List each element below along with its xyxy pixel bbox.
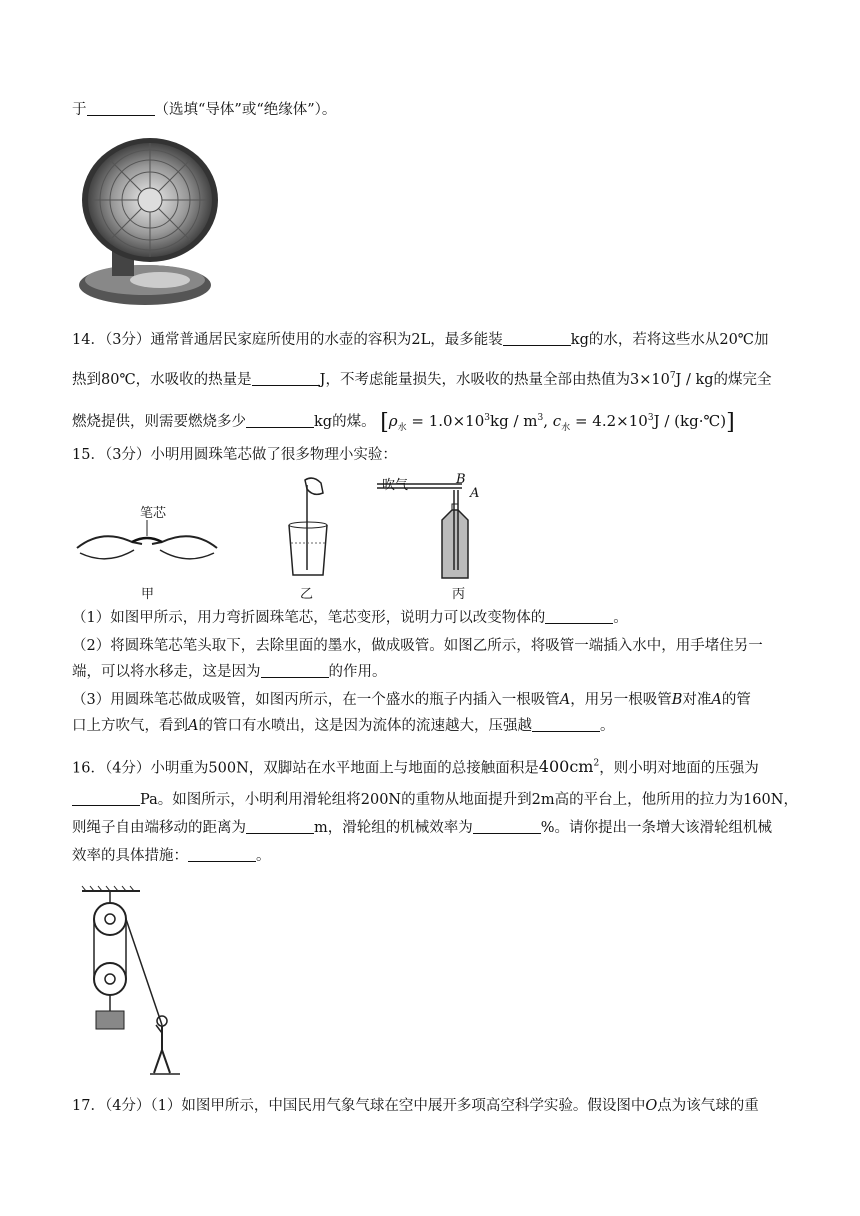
q16-line2: Pa。如图所示，小明利用滑轮组将200N的重物从地面提升到2m高的平台上，他所用的拉力为160N， xyxy=(72,790,798,810)
figure-yi-straw-in-cup xyxy=(283,475,333,580)
heat-value-formula: $3\times 10^7J$ / kg xyxy=(629,371,714,388)
q15-part2-line2: 端，可以将水移走，这是因为 的作用。 xyxy=(72,664,387,680)
q15-part3-line2: 口上方吹气，看到A的管口有水喷出，这是因为流体的流速越大，压强越 。 xyxy=(72,718,615,734)
q13-tail xyxy=(72,100,336,120)
q16-line4: 效率的具体措施： 。 xyxy=(72,848,271,864)
answer-blank[interactable] xyxy=(252,371,320,386)
answer-blank[interactable] xyxy=(87,101,155,116)
q14-line1 xyxy=(72,330,769,350)
q14-text: kg的煤。 xyxy=(314,414,376,430)
q14-text: 热到80℃，水吸收的热量是 xyxy=(72,371,252,388)
given-constants-formula: [$\rho_水 = 1.0\times 10^3kg / m^3$, $c_水 = 4.2\times 10^3J$ / (kg·℃)] xyxy=(380,410,735,435)
q14-text: kg的水，若将这些水从20℃加 xyxy=(570,332,769,348)
caption-jia: 甲 xyxy=(141,587,155,602)
label-refill: 笔芯 xyxy=(140,506,167,521)
answer-blank[interactable] xyxy=(246,413,314,428)
q14-line3 xyxy=(72,408,735,438)
desk-fan-image xyxy=(70,130,220,310)
answer-blank[interactable] xyxy=(473,819,541,834)
q13-text-before: 于 xyxy=(72,102,87,118)
label-blow: 吹气 xyxy=(382,478,409,493)
q14-line2 xyxy=(72,366,772,390)
answer-blank[interactable] xyxy=(72,791,140,806)
q15-intro: 15．（3分）小明用圆珠笔芯做了很多物理小实验： xyxy=(72,447,397,463)
q15-part1: （1）如图甲所示，用力弯折圆珠笔芯，笔芯变形，说明力可以改变物体的 。 xyxy=(72,610,628,626)
answer-blank[interactable] xyxy=(545,609,613,624)
q14-text: 燃烧提供，则需要燃烧多少 xyxy=(72,414,246,430)
area-value: $400cm^2$ xyxy=(538,757,600,777)
q14-text: 的煤完全 xyxy=(713,371,772,388)
q15-part2-line1: （2）将圆珠笔芯笔头取下，去除里面的墨水，做成吸管。如图乙所示，将吸管一端插入水中，用手堵住另一 xyxy=(72,638,763,654)
q13-text-after: （选填“导体”或“绝缘体”）。 xyxy=(154,102,337,118)
caption-yi: 乙 xyxy=(300,587,314,602)
answer-blank[interactable] xyxy=(532,717,600,732)
q14-text: J，不考虑能量损失，水吸收的热量全部由热值为 xyxy=(319,371,630,388)
label-B: B xyxy=(456,472,466,487)
answer-blank[interactable] xyxy=(261,663,329,678)
answer-blank[interactable] xyxy=(188,847,256,862)
q14-text: 14．（3分）通常普通居民家庭所使用的水壶的容积为2L，最多能装 xyxy=(72,332,503,348)
q16-line1: 16．（4分）小明重为500N，双脚站在水平地面上与地面的总接触面积是$400cm^2$，则小明对地面的压强为 xyxy=(72,757,759,777)
answer-blank[interactable] xyxy=(503,331,571,346)
answer-blank[interactable] xyxy=(246,819,314,834)
label-A: A xyxy=(470,486,480,501)
pulley-system-figure xyxy=(80,885,190,1080)
q15-part3-line1: （3）用圆珠笔芯做成吸管，如图丙所示，在一个盛水的瓶子内插入一根吸管A，用另一根吸管B对准A的管 xyxy=(72,692,751,708)
q17-line1: 17．（4分）（1）如图甲所示，中国民用气象气球在空中展开多项高空科学实验。假设图中O点为该气球的重 xyxy=(72,1098,759,1114)
caption-bing: 丙 xyxy=(452,587,466,602)
q16-line3: 则绳子自由端移动的距离为 m，滑轮组的机械效率为 %。请你提出一条增大该滑轮组机械 xyxy=(72,820,773,836)
